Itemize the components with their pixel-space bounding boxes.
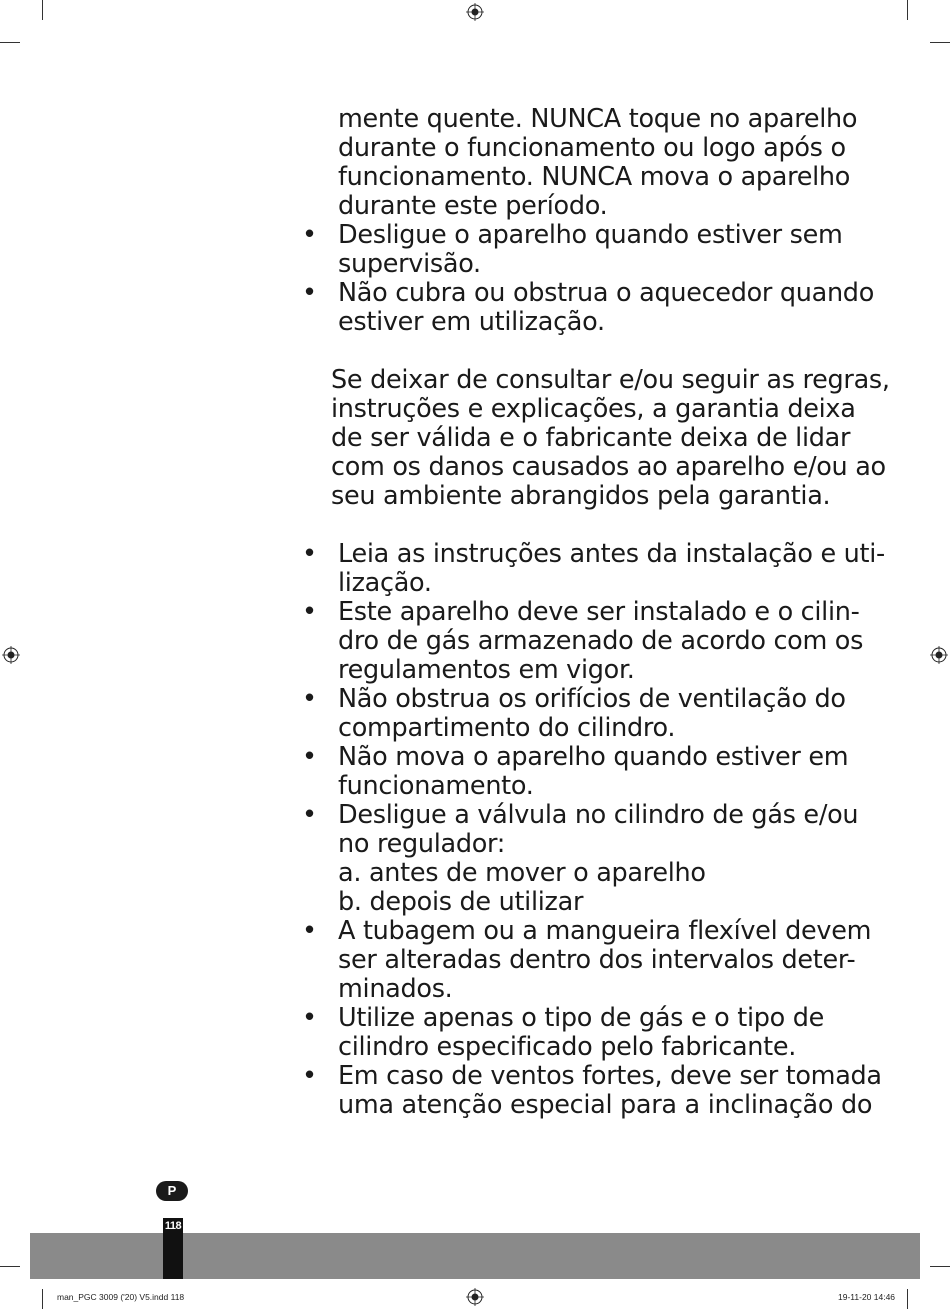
registration-mark-icon: [930, 646, 948, 664]
bullet-text: Este aparelho deve ser instalado e o cilin-: [338, 597, 860, 627]
bullet-text: Utilize apenas o tipo de gás e o tipo de: [338, 1003, 824, 1033]
crop-mark: [0, 42, 20, 43]
bullet-item: [300, 539, 885, 569]
text-line: funcionamento.: [338, 771, 534, 801]
language-badge: P: [156, 1181, 188, 1201]
text-line: mente quente. NUNCA toque no aparelho: [338, 104, 858, 134]
paragraph-gap: [300, 511, 838, 540]
bullet-item: [300, 220, 843, 250]
bullet-icon: •: [302, 916, 317, 946]
text-line: compartimento do cilindro.: [338, 713, 676, 743]
paragraph-line: Se deixar de consultar e/ou seguir as regras,: [331, 365, 890, 395]
bullet-item: [300, 742, 849, 772]
text-line: funcionamento. NUNCA mova o aparelho: [338, 162, 851, 192]
bullet-item: [300, 1004, 838, 1033]
paragraph-line: de ser válida e o fabricante deixa de lidar: [331, 423, 851, 453]
text-line: supervisão.: [338, 249, 481, 279]
paragraph-line: com os danos causados ao aparelho e/ou ao: [331, 452, 886, 482]
bullet-item: [300, 597, 860, 627]
crop-mark: [907, 1289, 908, 1309]
registration-mark-icon: [466, 3, 484, 21]
text-line: minados.: [338, 974, 453, 1004]
bullet-icon: •: [302, 597, 317, 627]
slug-date: 19-11-20 14:46: [838, 1292, 896, 1302]
crop-mark: [42, 0, 43, 20]
bullet-icon: •: [302, 684, 317, 714]
bullet-text: A tubagem ou a mangueira flexível devem: [338, 916, 872, 946]
bullet-item: [300, 916, 872, 946]
text-line: no regulador:: [338, 829, 506, 859]
bullet-item: [300, 800, 859, 830]
bullet-icon: •: [302, 1003, 317, 1033]
text-line: estiver em utilização.: [338, 307, 605, 337]
text-line: durante o funcionamento ou logo após o: [338, 133, 846, 163]
bullet-icon: •: [302, 220, 317, 250]
text-line: durante este período.: [338, 191, 608, 221]
bullet-text: Não mova o aparelho quando estiver em: [338, 742, 849, 772]
bullet-icon: •: [302, 742, 317, 772]
crop-mark: [930, 42, 950, 43]
text-line: cilindro especificado pelo fabricante.: [338, 1032, 797, 1062]
text-line: a. antes de mover o aparelho: [338, 858, 706, 888]
bullet-icon: •: [302, 278, 317, 308]
bullet-item: [300, 1061, 882, 1091]
registration-mark-icon: [2, 646, 20, 664]
text-line: lização.: [338, 568, 432, 598]
paragraph-gap: [300, 337, 838, 366]
bullet-item: [300, 684, 846, 714]
crop-mark: [0, 1266, 20, 1267]
text-line: uma atenção especial para a inclinação do: [338, 1090, 873, 1120]
manual-text-column: [300, 104, 890, 1120]
bullet-text: Em caso de ventos fortes, deve ser tomada: [338, 1061, 882, 1091]
bullet-text: Não obstrua os orifícios de ventilação do: [338, 684, 846, 714]
bullet-text: Leia as instruções antes da instalação e uti-: [338, 539, 885, 569]
crop-mark: [42, 1289, 43, 1309]
registration-mark-icon: [466, 1288, 484, 1306]
bullet-icon: •: [302, 800, 317, 830]
bullet-icon: •: [302, 1061, 317, 1091]
bullet-icon: •: [302, 539, 317, 569]
bullet-text: Não cubra ou obstrua o aquecedor quando: [338, 278, 874, 308]
page-number: 118: [164, 1220, 182, 1232]
text-line: dro de gás armazenado de acordo com os: [338, 626, 864, 656]
text-line: ser alteradas dentro dos intervalos deter-: [338, 945, 856, 975]
crop-mark: [930, 1266, 950, 1267]
bullet-item: [300, 278, 874, 308]
bullet-text: Desligue a válvula no cilindro de gás e/ou: [338, 800, 859, 830]
bullet-text: Desligue o aparelho quando estiver sem: [338, 220, 843, 250]
slug-filename: man_PGC 3009 ('20) V5.indd 118: [57, 1292, 185, 1302]
text-line: b. depois de utilizar: [338, 887, 584, 917]
crop-mark: [907, 0, 908, 20]
paragraph-line: instruções e explicações, a garantia deixa: [331, 394, 856, 424]
text-line: regulamentos em vigor.: [338, 655, 635, 685]
paragraph-line: seu ambiente abrangidos pela garantia.: [331, 481, 831, 511]
